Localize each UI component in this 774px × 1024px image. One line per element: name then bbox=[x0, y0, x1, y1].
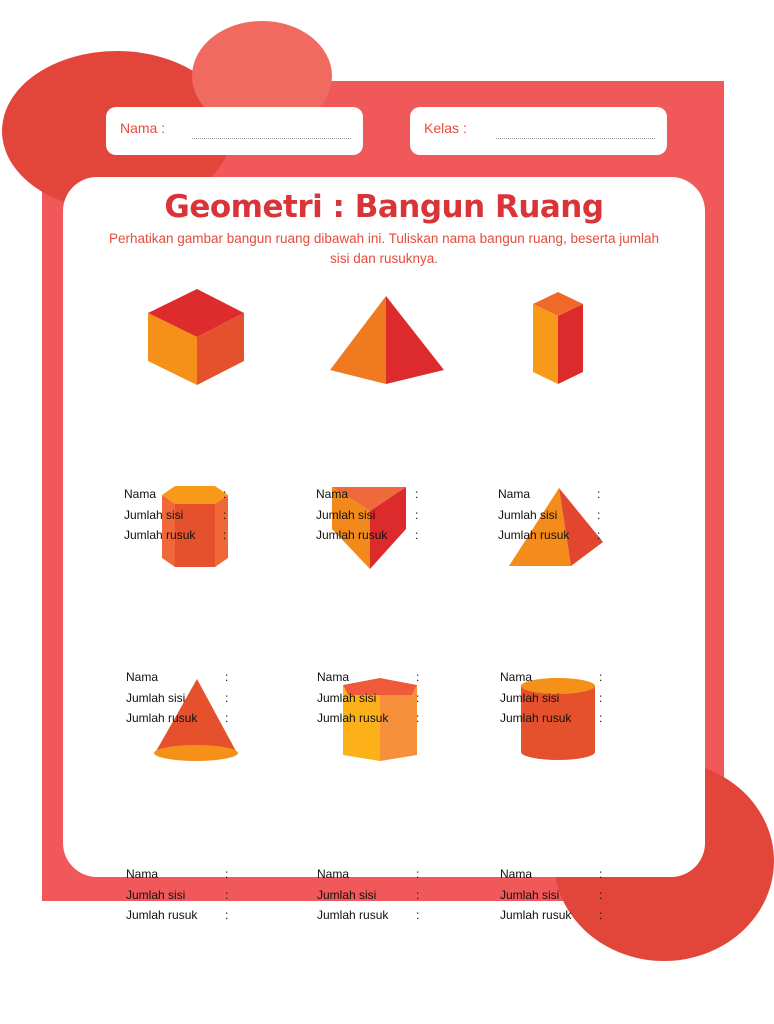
colon: : bbox=[223, 487, 227, 501]
colon: : bbox=[415, 507, 419, 522]
colon: : bbox=[223, 528, 227, 542]
faces-label: Jumlah sisi bbox=[126, 887, 186, 902]
name-label: Nama bbox=[124, 487, 157, 501]
faces-label: Jumlah sisi bbox=[316, 507, 376, 522]
colon: : bbox=[223, 507, 227, 522]
class-field-label: Kelas : bbox=[424, 120, 467, 136]
colon: : bbox=[416, 887, 420, 902]
colon: : bbox=[416, 711, 420, 725]
name-field-line bbox=[192, 138, 351, 139]
name-label: Nama bbox=[500, 670, 533, 684]
colon: : bbox=[415, 487, 419, 501]
colon: : bbox=[599, 670, 603, 684]
colon: : bbox=[225, 690, 229, 705]
faces-label: Jumlah sisi bbox=[498, 507, 558, 522]
colon: : bbox=[415, 528, 419, 542]
edges-label: Jumlah rusuk bbox=[317, 711, 389, 725]
colon: : bbox=[225, 670, 229, 684]
edges-label: Jumlah rusuk bbox=[500, 711, 572, 725]
colon: : bbox=[225, 711, 229, 725]
colon: : bbox=[416, 690, 420, 705]
edges-label: Jumlah rusuk bbox=[124, 528, 196, 542]
colon: : bbox=[225, 908, 229, 922]
colon: : bbox=[225, 887, 229, 902]
name-label: Nama bbox=[317, 867, 350, 881]
colon: : bbox=[599, 867, 603, 881]
class-field-line bbox=[496, 138, 655, 139]
edges-label: Jumlah rusuk bbox=[126, 711, 198, 725]
name-label: Nama bbox=[126, 670, 159, 684]
colon: : bbox=[599, 690, 603, 705]
instruction-text: Perhatikan gambar bangun ruang dibawah ini. Tuliskan nama bangun ruang, beserta jumlah sisi dan rusuknya. bbox=[108, 231, 660, 266]
class-field[interactable] bbox=[410, 107, 667, 155]
faces-label: Jumlah sisi bbox=[317, 690, 377, 705]
page-title: Geometri : Bangun Ruang bbox=[164, 189, 604, 225]
edges-label: Jumlah rusuk bbox=[316, 528, 388, 542]
colon: : bbox=[225, 867, 229, 881]
colon: : bbox=[599, 711, 603, 725]
colon: : bbox=[599, 908, 603, 922]
colon: : bbox=[597, 507, 601, 522]
worksheet-panel bbox=[63, 177, 705, 922]
faces-label: Jumlah sisi bbox=[317, 887, 377, 902]
colon: : bbox=[599, 887, 603, 902]
cube-icon bbox=[145, 289, 247, 389]
name-label: Nama bbox=[500, 867, 533, 881]
name-field[interactable] bbox=[106, 107, 363, 155]
name-field-label: Nama : bbox=[120, 120, 166, 136]
name-label: Nama bbox=[316, 487, 349, 501]
pyramid-icon bbox=[328, 294, 446, 386]
faces-label: Jumlah sisi bbox=[500, 887, 560, 902]
edges-label: Jumlah rusuk bbox=[126, 908, 198, 922]
colon: : bbox=[416, 867, 420, 881]
worksheet bbox=[42, 81, 724, 922]
name-label: Nama bbox=[498, 487, 531, 501]
edges-label: Jumlah rusuk bbox=[500, 908, 572, 922]
cuboid-icon bbox=[530, 292, 586, 386]
edges-label: Jumlah rusuk bbox=[317, 908, 389, 922]
faces-label: Jumlah sisi bbox=[126, 690, 186, 705]
colon: : bbox=[416, 908, 420, 922]
name-label: Nama bbox=[317, 670, 350, 684]
colon: : bbox=[597, 528, 601, 542]
colon: : bbox=[416, 670, 420, 684]
edges-label: Jumlah rusuk bbox=[498, 528, 570, 542]
hexagonal-prism-icon bbox=[159, 485, 231, 569]
name-label: Nama bbox=[126, 867, 159, 881]
faces-label: Jumlah sisi bbox=[500, 690, 560, 705]
colon: : bbox=[597, 487, 601, 501]
faces-label: Jumlah sisi bbox=[124, 507, 184, 522]
